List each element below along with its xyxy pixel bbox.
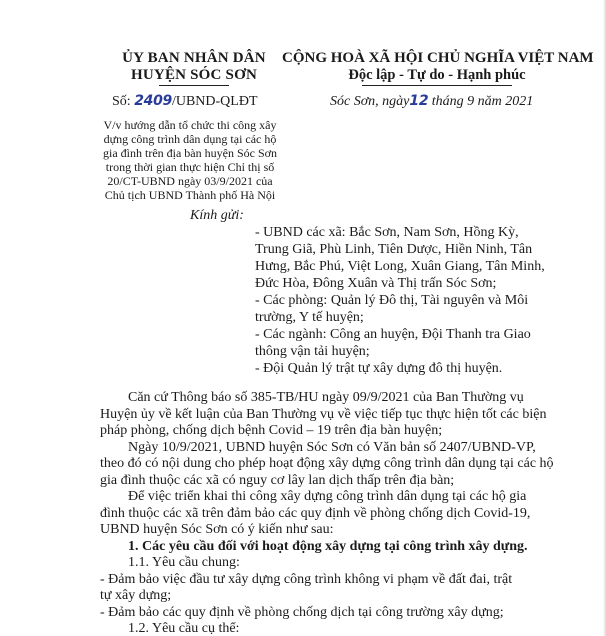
subject-line: 20/CT-UBND ngày 03/9/2021 của (107, 174, 273, 189)
body-line: đình thuộc các xã trên đảm bảo các quy định về phòng chống dịch Covid-19, (100, 505, 531, 521)
body-line: gia đình thuộc các xã có nguy cơ lây lan dịch thấp trên địa bàn; (100, 472, 455, 488)
body-line: Ngày 10/9/2021, UBND huyện Sóc Sơn có Văn bản số 2407/UBND-VP, (128, 439, 536, 455)
body-line: Để việc triển khai thi công xây dựng công trình dân dụng tại các hộ gia (128, 489, 527, 504)
body-text (100, 390, 570, 636)
subject-line: trong thời gian thực hiện Chỉ thị số (105, 160, 275, 175)
national-header (282, 50, 592, 86)
recipients-list (255, 224, 555, 377)
authority-line-1: ỦY BAN NHÂN DÂN (122, 50, 266, 66)
body-line: Huyện ủy về kết luận của Ban Thường vụ về việc tiếp tục thực hiện tốt các biện (100, 406, 547, 422)
place-and-date (330, 93, 533, 110)
recipient-line: - UBND các xã: Bắc Sơn, Nam Sơn, Hồng Kỳ, (255, 225, 519, 240)
recipient-line: - Các ngành: Công an huyện, Đội Thanh tra Giao (255, 327, 531, 342)
subsection-heading: 1.2. Yêu cầu cụ thể: (128, 621, 240, 636)
body-line: theo đó có nội dung cho phép hoạt động xây dựng công trình dân dụng tại các hộ (100, 456, 554, 471)
body-line: - Đảm bảo việc đầu tư xây dựng công trình không vi phạm về đất đai, trật (100, 571, 513, 587)
place-date-before: Sóc Sơn, ngày (330, 94, 410, 109)
body-line: UBND huyện Sóc Sơn có ý kiến như sau: (100, 522, 334, 537)
subject-line: gia đình trên địa bàn huyện Sóc Sơn (103, 146, 277, 161)
subject-line: V/v hướng dẫn tổ chức thi công xây (103, 118, 277, 132)
recipient-line: - Đội Quản lý trật tự xây dựng đô thị huyện. (255, 361, 503, 376)
authority-line-2: HUYỆN SÓC SƠN (131, 67, 257, 83)
national-motto: Độc lập - Tự do - Hạnh phúc (348, 67, 526, 83)
subject-block (98, 118, 282, 203)
body-line: pháp phòng, chống dịch bệnh Covid – 19 trên địa bàn huyện; (100, 423, 443, 438)
subject-line: dựng công trình dân dụng tại các hộ (103, 132, 277, 147)
subject-line: Chủ tịch UBND Thành phố Hà Nội (104, 188, 276, 203)
body-line: - Đảm bảo các quy định về phòng chống dịch tại công trường xây dựng; (100, 604, 504, 620)
body-line: Căn cứ Thông báo số 385-TB/HU ngày 09/9/2021 của Ban Thường vụ (128, 390, 524, 405)
issuing-authority (94, 50, 294, 86)
section-heading: 1. Các yêu cầu đối với hoạt động xây dựng tại công trình xây dựng. (128, 538, 528, 554)
doc-number-suffix: /UBND-QLĐT (171, 94, 258, 109)
doc-number-prefix: Số: (112, 94, 135, 109)
recipient-line: thông vận tải huyện; (255, 344, 370, 359)
place-date-after: tháng 9 năm 2021 (428, 94, 534, 109)
recipient-line: - Các phòng: Quản lý Đô thị, Tài nguyên và Môi (255, 293, 529, 308)
subsection-heading: 1.1. Yêu cầu chung: (128, 555, 240, 570)
motto-underline (362, 85, 512, 86)
place-date-day-handwritten: 12 (409, 93, 429, 109)
recipient-line: Đức Hòa, Đông Xuân và Thị trấn Sóc Sơn; (255, 276, 497, 291)
authority-underline (159, 85, 229, 86)
nation-title: CỘNG HOÀ XÃ HỘI CHỦ NGHĨA VIỆT NAM (282, 50, 594, 66)
doc-number-handwritten: 2409 (134, 93, 172, 109)
recipient-line: Trung Giã, Phù Linh, Tiên Dược, Hiền Ninh, Tân (255, 242, 533, 257)
recipient-line: Hưng, Bắc Phú, Việt Long, Xuân Giang, Tân Minh, (255, 259, 545, 274)
document-number (112, 93, 258, 110)
body-line: tự xây dựng; (100, 588, 172, 603)
recipients-heading: Kính gửi: (190, 208, 244, 223)
recipient-line: trường, Y tế huyện; (255, 310, 364, 325)
